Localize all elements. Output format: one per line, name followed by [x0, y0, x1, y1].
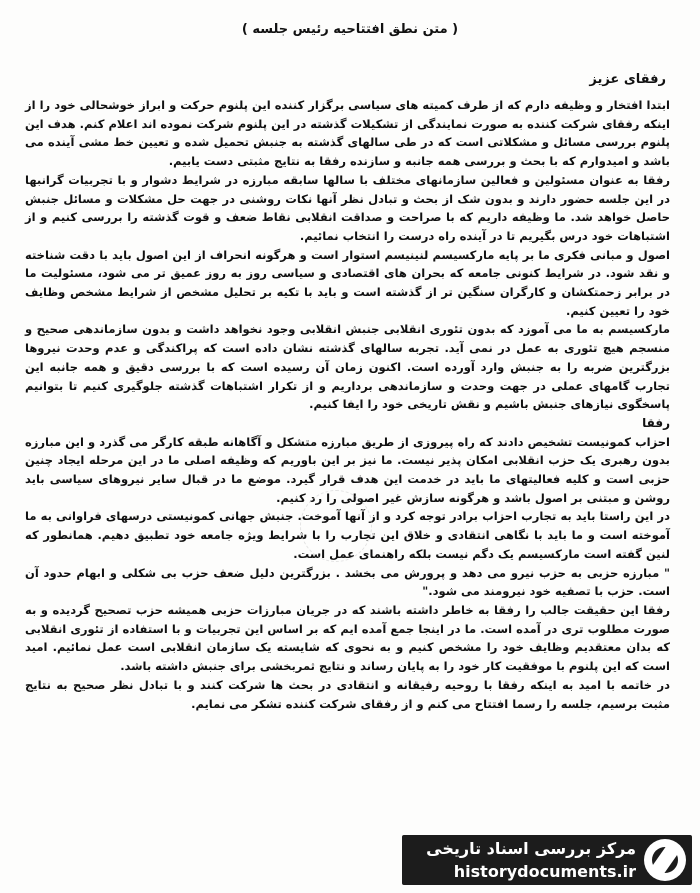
paragraph: ابتدا افتخار و وظیفه دارم که از طرف کمیته های سیاسی برگزار کننده این پلنوم حرکت و ابراز خوشحالی خود را از اینکه رفقای شرکت کننده به صورت نمایندگی از تشکیلات گذشته در این پلنوم شرکت نموده اند اعلام کنم. هدف این پلنوم بررسی مسائل و مشکلاتی است که در طی سالهای گذشته به جنبش تحمیل شده و تعیین خط مشی آینده می باشد و امیدوارم که با بحث و بررسی همه جانبه و سازنده رفقا به نتایج مثبتی دست یابیم. — [25, 98, 670, 169]
section-heading: رفقا — [642, 415, 670, 430]
paragraph: مارکسیسم به ما می آموزد که بدون تئوری انقلابی جنبش انقلابی وجود نخواهد داشت و بدون سازماندهی صحیح و منسجم هیچ تئوری به عمل در نمی آید. تجربه سالهای گذشته نشان داده است که پراکندگی و عدم وحدت نیروها بزرگترین ضربه را به جنبش وارد آورده است. اکنون زمان آن رسیده است که با بررسی دقیق و همه جانبه این تجارب گامهای عملی در جهت وحدت و سازماندهی برداریم و از تکرار اشتباهات گذشته جلوگیری کنیم تا بتوانیم پاسخگوی نیازهای جنبش باشیم و نقش تاریخی خود را ایفا کنیم. — [25, 322, 670, 412]
watermark-url[interactable]: historydocuments.ir — [453, 862, 636, 881]
document-body — [25, 96, 670, 713]
watermark-banner[interactable] — [402, 835, 692, 885]
salutation: رفقای عزیز — [589, 72, 666, 87]
paragraph: در این راستا باید به تجارب احزاب برادر توجه کرد و از آنها آموخت. جنبش جهانی کمونیستی درسهای فراوانی به ما آموخته است و ما باید با نگاهی انتقادی و خلاق این تجارب را با شرایط ویژه جامعه خود تطبیق دهیم. همانطور که لنین گفته است مارکسیسم یک دگم نیست بلکه راهنمای عمل است. — [25, 509, 670, 561]
quotation: " مبارزه حزبی به حزب نیرو می دهد و پرورش می بخشد . بزرگترین دلیل ضعف حزب بی شکلی و ابهام حدود آن است. حزب با تصفیه خود نیرومند می شود." — [25, 565, 670, 599]
document-title: ( متن نطق افتتاحیه رئیس جلسه ) — [241, 22, 459, 37]
paragraph: رفقا این حقیقت جالب را رفقا به خاطر داشته باشند که در جریان مبارزات حزبی همیشه حزب تصحیح گردیده و به صورت مطلوب تری در آمده است. ما در اینجا جمع آمده ایم که بر اساس این تجربیات و با استفاده از تئوری انقلابی که بدان معتقدیم وظایف خود را مشخص کنیم و به نحوی که شایسته یک سازمان انقلابی است عمل نمائیم. امید است که این پلنوم با موفقیت کار خود را به پایان رساند و نتایج ثمربخشی برای جنبش داشته باشد. — [25, 602, 670, 674]
faded-stamp-icon — [300, 490, 372, 562]
paragraph: احزاب کمونیست تشخیص دادند که راه پیروزی از طریق مبارزه متشکل و آگاهانه طبقه کارگر می گذرد و این مبارزه بدون رهبری یک حزب انقلابی امکان پذیر نیست. ما نیز بر این باوریم که وظیفه اصلی ما در این مرحله ایجاد چنین حزبی است و کلیه فعالیتهای ما باید در خدمت این هدف قرار گیرد. موضع ما در قبال سایر نیروهای سیاسی باید روشن و مبتنی بر اصول باشد و هرگونه سازش غیر اصولی را رد کنیم. — [25, 434, 670, 505]
paragraph: اصول و مبانی فکری ما بر پایه مارکسیسم لنینیسم استوار است و هرگونه انحراف از این اصول باید با دقت شناخته و نقد شود. در شرایط کنونی جامعه که بحران های اقتصادی و سیاسی روز به روز عمیق تر می شود، مسئولیت ما در برابر زحمتکشان و کارگران سنگین تر از گذشته است و باید با تکیه بر تحلیل مشخص از شرایط مشخص وظایف خود را تعیین کنیم. — [25, 247, 670, 318]
archive-logo-icon — [644, 839, 686, 881]
watermark-name: مرکز بررسی اسناد تاریخی — [426, 839, 636, 858]
paragraph: در خاتمه با امید به اینکه رفقا با روحیه رفیقانه و انتقادی در بحث ها شرکت کنند و با تبادل نظر صحیح به نتایج مثبت برسیم، جلسه را رسما افتتاح می کنم و از رفقای شرکت کننده تشکر می نمایم. — [25, 677, 670, 711]
paragraph: رفقا به عنوان مسئولین و فعالین سازمانهای مختلف با سالها سابقه مبارزه در شرایط دشوار و با تجربیات گرانبها در این جلسه حضور دارند و بدون شک از بحث و تبادل نظر آنها نکات روشنی در جهت حل مشکلات و مسائل جنبش حاصل خواهد شد. ما وظیفه داریم که با صراحت و صداقت انقلابی نقاط ضعف و قوت گذشته را بررسی کنیم و از اشتباهات خود درس بگیریم تا در آینده راه درست را انتخاب نمائیم. — [25, 172, 670, 243]
